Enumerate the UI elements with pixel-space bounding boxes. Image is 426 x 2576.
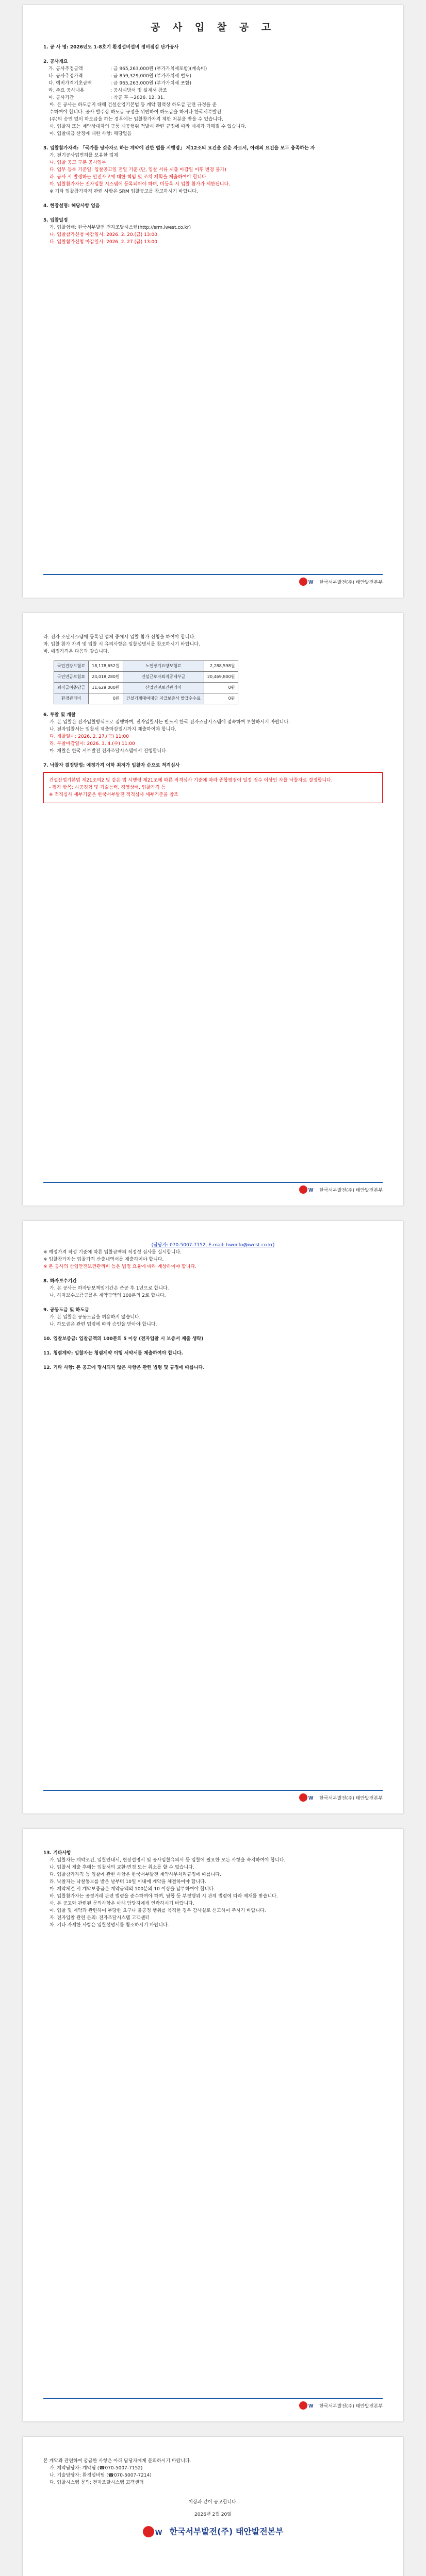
misc-item: 마. 계약체결 시 계약보증금은 계약금액의 100분의 10 이상을 납부하여야 합니다.	[50, 1887, 215, 1892]
section-qualification-heading: 3. 입찰참가자격: 「국가를 당사자로 하는 계약에 관한 법률 시행령」 제12조의 요건을 갖춘 자로서, 아래의 요건을 모두 충족하는 자	[43, 146, 315, 151]
schedule-item: 다. 입찰참가신청 마감일시: 2026. 2. 27.(금) 13:00	[50, 240, 158, 245]
qualification-item: 나. 입찰 공고 구분 공사업무	[50, 160, 106, 165]
award-criteria-box	[43, 772, 383, 803]
svg-text:W: W	[308, 580, 314, 585]
section-warranty-heading: 8. 하자보수기간	[43, 1279, 77, 1284]
announcement-date: 2026년 2월 20일	[194, 2512, 232, 2517]
misc-item: 가. 입찰자는 계약조건, 입찰안내서, 현장설명서 및 공사입찰유의서 등 입찰에 필요한 모든 사항을 숙지하여야 합니다.	[50, 1858, 286, 1863]
contact-item: 나. 기술담당자: 환경설비팀 (☎070-5007-7214)	[50, 2473, 152, 2478]
company-logo-icon	[299, 577, 316, 586]
section-project-name: 1. 공 사 명: 2026년도 1-8호기 환경설비설비 정비점검 단가공사	[43, 45, 179, 50]
warranty-item: 나. 하자보수보증금률은 계약금액의 100분의 2로 합니다.	[50, 1293, 166, 1298]
footer-divider	[43, 1790, 383, 1791]
document-title: 공 사 입 찰 공 고	[150, 22, 276, 33]
document-page-1	[23, 5, 403, 598]
joint-contract-item: 가. 본 입찰은 공동도급을 허용하지 않습니다.	[50, 1315, 141, 1320]
joint-contract-item: 나. 하도급은 관련 법령에 따라 승인을 받아야 합니다.	[50, 1322, 157, 1327]
footer-org: 한국서부발전(주) 태안발전본부	[319, 1795, 383, 1801]
section-overview-heading: 2. 공사개요	[43, 59, 68, 64]
svg-text:W: W	[155, 2528, 162, 2536]
overview-row: 다. 예비가격기초금액 : 금 965,263,000원 (부가가치세 포함)	[48, 81, 192, 86]
document-page-4	[23, 1829, 403, 2421]
price-review-note: ※ 예정가격 작성 기준에 따른 입찰금액의 적정성 심사를 실시합니다.	[43, 1250, 182, 1255]
section-schedule-heading: 5. 입찰일정	[43, 218, 68, 223]
subcontract-note-cont: (주)의 승인 없이 하도급을 하는 경우에는 입찰참가자격 제한 처분을 받을 수 있습니다.	[50, 117, 223, 122]
issuer-signature	[43, 2526, 383, 2538]
overview-row: 가. 공사추정금액 : 금 965,263,000원 (부가가치세포함)(계속비)	[48, 66, 207, 72]
footer-divider	[43, 1182, 383, 1183]
misc-item: 차. 기타 자세한 사항은 입찰설명서를 참조하시기 바랍니다.	[50, 1923, 169, 1928]
overview-row: 라. 주요 공사내용 : 공사시방서 및 설계서 참조	[48, 88, 168, 93]
document-page-5	[23, 2437, 403, 2576]
bidding-item: 마. 개찰은 한국 서부발전 전자조달시스템에서 진행합니다.	[50, 749, 168, 754]
section-integrity: 11. 청렴계약: 입찰자는 청렴계약 이행 서약서를 제출하여야 합니다.	[43, 1351, 183, 1356]
company-logo-icon	[142, 2526, 165, 2538]
subcontract-note-cont: 수하여야 합니다. 공사 발주상 하도급 규정을 위반하여 하도급을 하거나 한국서부발전	[50, 110, 221, 115]
page-footer	[299, 577, 383, 586]
page-footer	[299, 2401, 383, 2410]
footer-org: 한국서부발전(주) 태안발전본부	[319, 1188, 383, 1193]
misc-item: 다. 입찰참가자격 등 입찰에 관한 사항은 한국서부발전 계약사무처리규정에 따릅니다.	[50, 1872, 221, 1877]
misc-item: 사. 본 공고와 관련된 문의사항은 아래 담당자에게 연락하시기 바랍니다.	[50, 1901, 194, 1906]
footer-divider	[43, 574, 383, 575]
company-logo-icon	[299, 1185, 316, 1194]
section-site-briefing: 4. 현장설명: 해당사항 없음	[43, 204, 100, 209]
misc-item: 라. 낙찰자는 낙찰통보를 받은 날부터 10일 이내에 계약을 체결하여야 합니다.	[50, 1879, 206, 1885]
table-row: 환경관리비 0원 건설기계대여대금 지급보증서 발급수수료 0원	[54, 693, 238, 704]
document-page-2	[23, 613, 403, 1206]
page2-content	[43, 634, 383, 803]
misc-item: 나. 입찰서 제출 후에는 입찰서의 교환·변경 또는 취소를 할 수 없습니다.	[50, 1865, 194, 1870]
misc-item: 자. 전자입찰 관련 문의: 전자조달시스템 고객센터	[50, 1916, 150, 1921]
qualification-item: 라. 공사 시 발생하는 안전사고에 대한 책임 및 조치 계획을 제출하여야 합니다.	[50, 175, 208, 180]
section-other: 12. 기타 사항: 본 공고에 명시되지 않은 사항은 관련 법령 및 규정에 따릅니다.	[43, 1365, 205, 1370]
closing-statement: 이상과 같이 공고합니다.	[188, 2500, 238, 2505]
qualification-note: ※ 기타 입찰참가자격 관련 사항은 SRM 입찰공고를 참고하시기 바랍니다.	[50, 189, 198, 194]
bribery-note: 사. 입찰자 또는 계약상대자의 금품 제공행위 적발시 관련 규정에 따라 제재가 가해질 수 있습니다.	[50, 124, 247, 129]
contact-item: 가. 계약담당자: 계약팀 (☎070-5007-7152)	[50, 2466, 143, 2471]
table-row: 국민건강보험료 18,178,652원 노인장기요양보험료 2,288,598원	[54, 661, 238, 672]
table-row: 퇴직급여충당금 11,629,000원 산업안전보건관리비 0원	[54, 683, 238, 693]
page-footer	[299, 1793, 383, 1802]
svg-text:W: W	[308, 1188, 314, 1193]
subcontract-note: 바. 본 공사는 하도급지 대해 건설산업기본법 등 계약 협력상 하도급 관련 규정을 준	[50, 103, 217, 108]
page5-content	[43, 2458, 383, 2538]
schedule-note: 마. 입찰 참가 자격 및 입찰 시 유의사항은 입찰설명서를 참조하시기 바랍니다.	[43, 642, 200, 647]
overview-row: 나. 공사추정가격 : 금 859,329,000원 (부가가치세 별도)	[48, 74, 192, 79]
page1-content	[43, 44, 383, 246]
page-footer	[299, 1185, 383, 1194]
contact-intro: 본 계약과 관련하여 궁금한 사항은 아래 담당자에게 문의하시기 바랍니다.	[43, 2459, 191, 2464]
award-criteria-text: 건설산업기본법 제21조의2 및 같은 법 시행령 제21조에 따른 적격심사 기준에 따라 종합평점이 일정 점수 이상인 자를 낙찰자로 결정합니다.	[49, 778, 333, 783]
contact-info	[43, 1242, 383, 1249]
footer-org: 한국서부발전(주) 태안발전본부	[319, 580, 383, 585]
contact-item: 다. 입찰시스템 문의: 전자조달시스템 고객센터	[50, 2480, 144, 2485]
footer-org: 한국서부발전(주) 태안발전본부	[319, 2403, 383, 2409]
section-bid-bond: 10. 입찰보증금: 입찰금액의 100분의 5 이상 (전자입찰 시 보증서 제출 생략)	[43, 1336, 204, 1342]
page3-content	[43, 1242, 383, 1371]
schedule-note: 바. 예정가격은 다음과 같습니다.	[43, 649, 109, 654]
section-misc-heading: 13. 기타사항	[43, 1851, 71, 1856]
footer-divider	[43, 2398, 383, 2399]
bidding-item: 다. 개찰일시: 2026. 2. 27.(금) 11:00	[50, 734, 129, 739]
price-review-note: ※ 입찰참가자는 입찰가격 산출내역서를 제출하여야 합니다.	[43, 1257, 164, 1262]
bidding-item: 가. 본 입찰은 전자입찰방식으로 집행하며, 전자입찰서는 반드시 한국 전자조달시스템에 접속하여 투찰하시기 바랍니다.	[50, 720, 290, 725]
bid-amount-note: 아. 입찰대금 산정에 대한 사항: 해당없음	[50, 131, 132, 137]
contact-email-link[interactable]: (담당자: 070-5007-7152, E-mail: hwonfo@iwest.co.kr)	[151, 1243, 275, 1248]
bidding-item: 나. 전자입찰서는 입찰서 제출마감일시까지 제출하여야 합니다.	[50, 727, 177, 732]
warranty-item: 가. 본 공사는 하자담보책임기간은 준공 후 1년으로 합니다.	[50, 1286, 169, 1291]
schedule-item: 나. 입찰참가신청 마감일시: 2026. 2. 20.(금) 13:00	[50, 232, 158, 238]
company-logo-icon	[299, 1793, 316, 1802]
svg-text:W: W	[308, 2403, 314, 2409]
qualification-item: 마. 입찰참가자는 전자입찰 시스템에 등록되어야 하며, 미등록 시 입찰 참가가 제한됩니다.	[50, 182, 231, 187]
section-award-heading: 7. 낙찰자 결정방법: 예정가격 이하 최저가 입찰자 순으로 적격심사	[43, 763, 180, 768]
misc-item: 바. 입찰참가자는 공정거래 관련 법령을 준수하여야 하며, 담합 등 부정행위 시 관계 법령에 따라 제재를 받습니다.	[50, 1894, 278, 1899]
qualification-item: 다. 업무 등록 기준일: 입찰공고일 전일 기준 (단, 입찰 서류 제출 마감일 이후 변경 불가)	[50, 167, 226, 173]
section-joint-contract-heading: 9. 공동도급 및 하도급	[43, 1308, 89, 1313]
qualification-item: 가. 전기공사업면허를 보유한 업체	[50, 153, 119, 158]
overview-row: 마. 공사기간 : 착공 후 ~2026. 12. 31.	[48, 95, 165, 100]
bidding-item: 라. 투찰마감일시: 2026. 3. 4.(수) 11:00	[50, 741, 135, 747]
table-row: 국민연금보험료 24,018,280원 건설근로자퇴직공제부금 20,469,800원	[54, 672, 238, 683]
insurance-cost-table	[54, 660, 238, 704]
section-bidding-heading: 6. 투찰 및 개찰	[43, 713, 76, 718]
svg-text:W: W	[308, 1795, 314, 1801]
price-review-note: ※ 본 공사의 산업안전보건관리비 등은 법정 요율에 따라 계상하여야 합니다.	[43, 1264, 196, 1269]
schedule-item: 가. 입찰형태: 한국서부발전 전자조달시스템(http://srm.iwest.co.kr)	[50, 225, 191, 230]
company-logo-icon	[299, 2401, 316, 2410]
award-criteria-text: - 평가 항목: 시공경험 및 기술능력, 경영상태, 입찰가격 등	[49, 785, 166, 790]
schedule-note: 라. 전자 조달시스템에 등록된 업체 중에서 입찰 참가 신청을 하여야 합니다.	[43, 635, 196, 640]
page4-content	[43, 1850, 383, 1929]
misc-item: 아. 입찰 및 계약과 관련하여 부당한 요구나 불공정 행위를 목격한 경우 감사실로 신고하여 주시기 바랍니다.	[50, 1908, 266, 1913]
award-criteria-text: ※ 적격심사 세부기준은 한국서부발전 적격심사 세부기준을 참조	[49, 792, 178, 798]
issuer-name: 한국서부발전(주) 태안발전본부	[169, 2527, 284, 2536]
document-page-3	[23, 1221, 403, 1814]
